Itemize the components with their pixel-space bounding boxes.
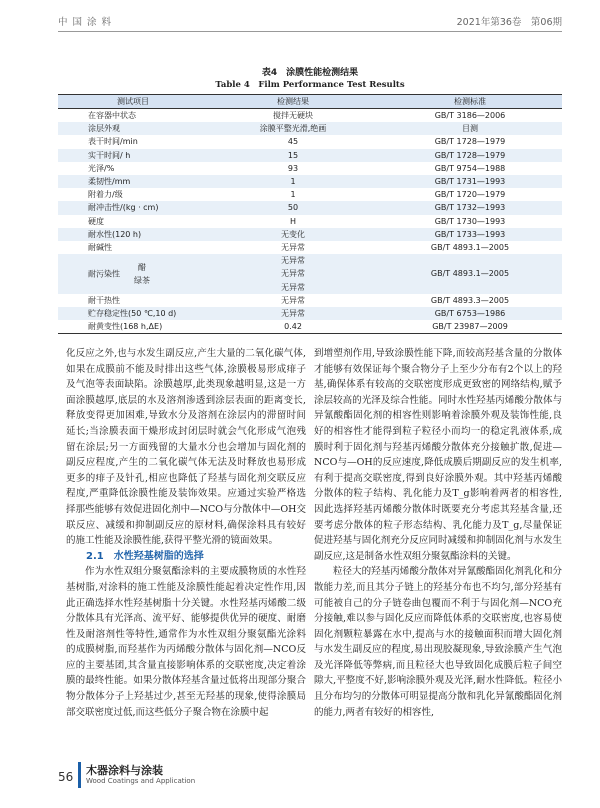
issue-info: 2021年第36卷 第06期 (456, 17, 562, 28)
header-rule (58, 31, 562, 32)
table-row (58, 228, 562, 241)
table-cell: GB/T 4893.1—2005 (378, 254, 562, 294)
col-header-standard: 检测标准 (378, 95, 562, 109)
table-cell: 无异常 (208, 280, 378, 293)
table-cell: GB/T 1720—1979 (434, 190, 506, 200)
table-cell: 45 (287, 137, 299, 147)
table-row (58, 149, 562, 162)
table-cell: GB/T 4893.1—2005 (430, 242, 510, 252)
table-cell: 无异常 (208, 267, 378, 280)
table-cell: GB/T 3186—2006 (434, 111, 506, 121)
table-cell: GB/T 4893.3—2005 (430, 295, 510, 305)
text-column-left (66, 346, 306, 720)
table-cell: 耐碱性 (88, 242, 112, 252)
stain-sub-vinegar: 醋 (138, 262, 146, 272)
col-header-result: 检测结果 (208, 95, 378, 109)
table-row (58, 162, 562, 175)
footer-journal-cn: 木器涂料与涂装 (86, 764, 163, 777)
table-row (58, 320, 562, 334)
stain-label: 耐污染性 (88, 269, 120, 279)
table-row (58, 122, 562, 135)
paragraph: 粒径大的羟基丙烯酸分散体对异氰酸酯固化剂乳化和分散能力差,而且其分子链上的羟基分布也不均匀,部分羟基有可能被自己的分子链卷曲包覆而不利于与固化剂—NCO充分接触,难以参与固化反应而降低体系的交联密度,也容易使固化剂颗粒暴露在水中,提高与水的接触面积而增大固化剂与水发生副反应的程度,易出现胶凝现象,导致涂膜产生气泡及光泽降低等弊病,而且粒径大也导致固化成膜后粒子间空隙大,平整度不好,影响涂膜外观及光泽,耐水性降低。粒径小且分布均匀的分散体可明显提高分散和乳化异氰酸酯固化剂的能力,两者有较好的相容性, (314, 566, 562, 718)
table-cell: GB/T 1730—1993 (434, 216, 506, 226)
table-cell: GB/T 1728—1979 (378, 149, 562, 162)
table-cell: 在容器中状态 (88, 111, 136, 121)
table-cell: 表干时间/min (88, 137, 138, 147)
table-cell: 耐冲击性/(kg · cm) (58, 201, 208, 214)
table-cell: 贮存稳定性(50 ℃,10 d) (58, 307, 208, 320)
journal-name: 中 国 涂 料 (58, 17, 113, 28)
col-header-item: 测试项目 (58, 95, 208, 109)
table-cell: 无异常 (208, 307, 378, 320)
table-cell: GB/T 1728—1979 (434, 137, 506, 147)
table-cell (58, 254, 208, 294)
table-row (58, 201, 562, 214)
table-row (58, 215, 562, 228)
table-cell: GB/T 9754—1988 (434, 163, 506, 173)
table-title-cn: 表4 涂膜性能检测结果 (261, 68, 359, 78)
paragraph: 作为水性双组分聚氨酯涂料的主要成膜物质的水性羟基树脂,对涂料的施工性能及涂膜性能起着决定性作用,因此正确选择水性羟基树脂十分关键。水性羟基丙烯酸二级分散体具有光泽高、流平好、能够提供优异的硬度、耐磨性及耐溶剂性等特性,通常作为水性双组分聚氨酯光涂料的成膜树脂,而羟基作为丙烯酸分散体与固化剂—NCO反应的主要基团,其含量直接影响体系的交联密度,决定着涂膜的最终性能。如果分散体羟基含量过低将出现部分聚合物分散体分子上羟基过少,甚至无羟基的现象,使得涂膜局部交联密度过低,而这些低分子聚合物在涂膜中起 (66, 566, 306, 718)
footer-journal-en: Wood Coatings and Application (86, 777, 196, 785)
table-cell: 目测 (378, 122, 562, 135)
table-cell: 无变化 (208, 228, 378, 241)
results-table (58, 94, 562, 334)
table-row (58, 254, 562, 267)
table-cell: 搅拌无硬块 (273, 111, 313, 121)
table-cell: 无异常 (208, 254, 378, 267)
section-heading: 2.1 水性羟基树脂的选择 (86, 550, 204, 562)
table-cell: 硬度 (88, 216, 104, 226)
table-cell: 93 (287, 163, 299, 173)
table-row (58, 175, 562, 188)
table-cell: 无异常 (281, 295, 305, 305)
table-cell: 柔韧性/mm (58, 175, 208, 188)
table-title-en: Table 4 Film Performance Test Results (215, 80, 405, 90)
table-cell: 50 (208, 201, 378, 214)
table-cell: 涂膜平整光滑,绝画 (208, 122, 378, 135)
table-cell: 1 (290, 190, 296, 200)
paragraph: 到增塑剂作用,导致涂膜性能下降,而较高羟基含量的分散体才能够有效保证每个聚合物分子上至少分布有2个以上的羟基,确保体系有较高的交联密度形成更致密的网络结构,赋予涂层较高的光泽及综合性能。同时水性羟基丙烯酸分散体与异氰酸酯固化剂的相容性则影响着涂膜外观及装饰性能,良好的相容性才能得到粒子粒径小而均一的稳定乳液体系,成膜时利于固化剂与羟基丙烯酸分散体充分接触扩散,促进—NCO与—OH的反应速度,降低成膜后期副反应的发生机率,有利于提高交联密度,得到良好涂膜外观。其中羟基丙烯酸分散体的粒子结构、乳化能力及T_g影响着两者的相容性,因此选择羟基丙烯酸分散体时既要充分考虑其羟基含量,还要考虑分散体的粒子形态结构、乳化能力及T_g,尽量保证促进羟基与固化剂充分反应同时减缓和抑制固化剂与水发生副反应,这是制备水性双组分聚氨酯涂料的关键。 (314, 348, 562, 562)
text-column-right (314, 346, 562, 720)
table-cell: 1 (208, 175, 378, 188)
table-cell: 15 (208, 149, 378, 162)
stain-sub-tea: 绿茶 (134, 275, 150, 285)
table-cell: 耐黄变性(168 h,ΔE) (58, 320, 208, 334)
table-cell: 附着力/级 (88, 190, 123, 200)
table-row (58, 241, 562, 254)
footer-bar (78, 762, 81, 788)
table-row (58, 307, 562, 320)
table-row (58, 135, 562, 148)
table-cell: 无异常 (281, 242, 305, 252)
table-cell: 涂层外观 (58, 122, 208, 135)
table-cell: H (289, 216, 296, 226)
table-row (58, 188, 562, 201)
table-cell: 耐干热性 (88, 295, 120, 305)
table-cell: GB/T 23987—2009 (378, 320, 562, 334)
paragraph: 化反应之外,也与水发生副反应,产生大量的二氧化碳气体,如果在成膜前不能及时排出这些气体,涂膜极易形成痱子及气泡等表面缺陷。涂膜越厚,此类现象越明显,这是一方面涂膜越厚,底层的水及溶剂渗透到涂层表面的距离变长,释放变得更加困难,导致水分及溶剂在涂层内的滞留时间延长;当涂膜表面干燥形成封闭层时就会气化形成气泡残留在涂层;另一方面残留的大量水分也会增加与固化剂的副反应程度,产生的二氧化碳气体无法及时释放也易形成更多的痱子及针孔,相应也降低了羟基与固化剂交联反应程度,严重降低涂膜性能及装饰效果。应通过实验严格选择那些能够有效促进固化剂中—NCO与分散体中—OH交联反应、减缓和抑制副反应的原材料,确保涂料具有较好的施工性能及涂膜性能,获得平整光滑的镜面效果。 (66, 348, 306, 547)
table-cell: GB/T 1732—1993 (378, 201, 562, 214)
table-cell: 光泽/% (88, 163, 115, 173)
table-cell: 耐水性(120 h) (58, 228, 208, 241)
table-cell: 实干时间/ h (58, 149, 208, 162)
table-cell: GB/T 1733—1993 (378, 228, 562, 241)
page-number: 56 (58, 770, 74, 784)
table-row (58, 294, 562, 307)
table-cell: 0.42 (208, 320, 378, 334)
table-cell: GB/T 6753—1986 (378, 307, 562, 320)
running-header (58, 14, 562, 30)
table-row (58, 109, 562, 123)
table-cell: GB/T 1731—1993 (378, 175, 562, 188)
